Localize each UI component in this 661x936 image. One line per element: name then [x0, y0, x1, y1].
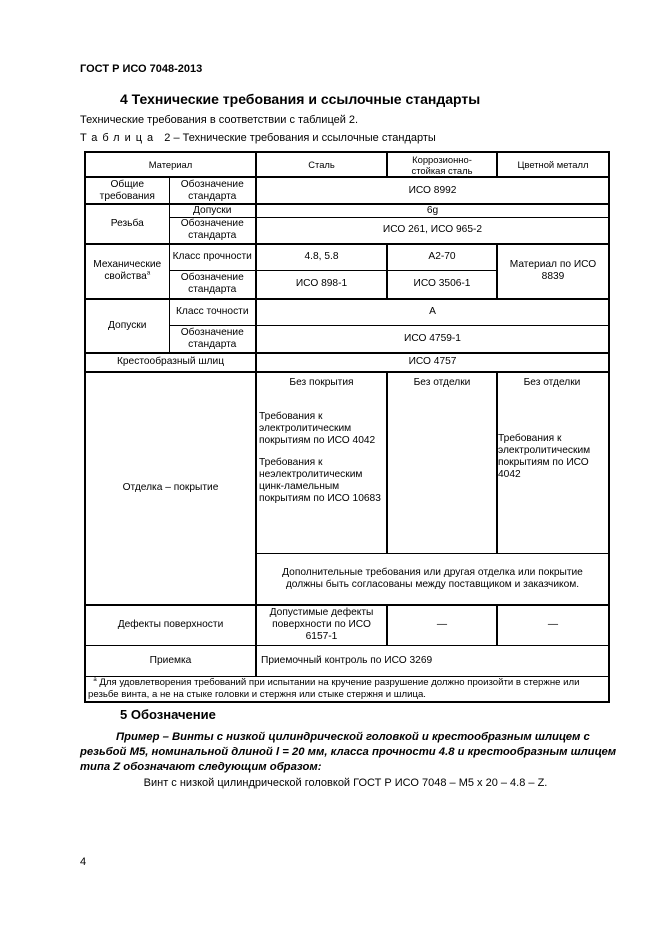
table-row	[85, 646, 609, 677]
finish-nonferrous	[497, 372, 609, 554]
finish-additional: Дополнительные требования или другая отделка или покрытие должны быть согласованы между поставщиком и заказчиком.	[256, 554, 609, 605]
section-4-title: 4 Технические требования и ссылочные стандарты	[120, 91, 481, 107]
tolerances-group: Допуски	[85, 299, 169, 353]
section-4-intro: Технические требования в соответствии с таблицей 2.	[80, 114, 359, 126]
general-value: ИСО 8992	[256, 177, 609, 204]
table-row	[85, 372, 609, 554]
document-code: ГОСТ Р ИСО 7048-2013	[80, 63, 203, 75]
page-number: 4	[80, 856, 87, 868]
finish-stainless-title: Без отделки	[413, 376, 471, 388]
thread-group: Резьба	[85, 204, 169, 244]
defects-steel: Допустимые дефекты поверхности по ИСО 6157-1	[256, 605, 387, 646]
finish-steel	[256, 372, 387, 554]
table-caption-word: Таблица	[80, 132, 159, 144]
table-row	[85, 353, 609, 372]
footnote-text: Для удовлетворения требований при испытании на кручение разрушение должно произойти в стержне или резьбе винта, а не на стыке головки и стержня или стыке стержня и шлица.	[88, 677, 580, 700]
tol-std-param: Обозначение стандарта	[169, 326, 256, 353]
mech-class-steel: 4.8, 5.8	[256, 244, 387, 271]
general-group: Общие требования	[85, 177, 169, 204]
table-footnote-row	[85, 677, 609, 703]
header-steel: Сталь	[256, 152, 387, 177]
designation-example	[80, 730, 620, 775]
header-stainless-line2: стойкая сталь	[411, 164, 473, 176]
finish-steel-title: Без покрытия	[289, 376, 354, 388]
table-footnote	[85, 677, 609, 703]
finish-steel-req1: Требования к электролитическим покрытиям по ИСО 4042	[259, 410, 376, 446]
mech-group-label: Механические свойства	[93, 259, 162, 282]
finish-stainless	[387, 372, 497, 554]
designation-string: Винт с низкой цилиндрической головкой ГОСТ Р ИСО 7048 – M5 x 20 – 4.8 – Z.	[143, 777, 548, 789]
recess-label: Крестообразный шлиц	[85, 353, 256, 372]
thread-std-value: ИСО 261, ИСО 965-2	[256, 218, 609, 244]
mech-class-stainless: A2-70	[387, 244, 497, 271]
finish-nonferrous-req: Требования к электролитическим покрытиям по ИСО 4042	[498, 432, 591, 480]
table-row	[85, 177, 609, 204]
acceptance-label: Приемка	[85, 646, 256, 677]
section-5-title: 5 Обозначение	[120, 707, 216, 722]
table-row	[85, 299, 609, 326]
header-nonferrous: Цветной металл	[497, 152, 609, 177]
recess-value: ИСО 4757	[256, 353, 609, 372]
defects-nonferrous: —	[497, 605, 609, 646]
tol-std-value: ИСО 4759-1	[256, 326, 609, 353]
table-row	[85, 605, 609, 646]
acceptance-value: Приемочный контроль по ИСО 3269	[256, 646, 609, 677]
tol-class-value: A	[256, 299, 609, 326]
mech-nonferrous: Материал по ИСО 8839	[497, 244, 609, 299]
finish-steel-req2: Требования к неэлектролитическим цинк-ламельным покрытиям по ИСО 10683	[259, 456, 381, 504]
general-param: Обозначение стандарта	[169, 177, 256, 204]
header-stainless-line1: Коррозионно-	[412, 153, 472, 165]
mech-std-stainless: ИСО 3506-1	[387, 271, 497, 299]
header-material: Материал	[85, 152, 256, 177]
defects-label: Дефекты поверхности	[85, 605, 256, 646]
mech-std-param: Обозначение стандарта	[169, 271, 256, 299]
finish-label: Отделка – покрытие	[85, 372, 256, 605]
requirements-table	[84, 151, 610, 703]
table-row	[85, 244, 609, 271]
mech-group	[85, 244, 169, 299]
mech-class-param: Класс прочности	[169, 244, 256, 271]
header-stainless	[387, 152, 497, 177]
table-caption	[80, 132, 436, 144]
footnote-ref: a	[146, 270, 151, 277]
finish-nonferrous-title: Без отделки	[523, 376, 581, 388]
table-header-row	[85, 152, 609, 177]
table-caption-text: 2 – Технические требования и ссылочные стандарты	[164, 132, 436, 144]
footnote-mark: a	[93, 676, 97, 683]
table-row	[85, 204, 609, 218]
thread-std-param: Обозначение стандарта	[169, 218, 256, 244]
designation-example-text: Пример – Винты с низкой цилиндрической головкой и крестообразным шлицем с резьбой M5, номинальной длиной l = 20 мм, класса прочности 4.8 и крестообразным шлицем типа Z обозначают следующим образом:	[80, 731, 617, 773]
tol-class-param: Класс точности	[169, 299, 256, 326]
thread-tol-value: 6g	[256, 204, 609, 218]
thread-tol-param: Допуски	[169, 204, 256, 218]
mech-std-steel: ИСО 898-1	[256, 271, 387, 299]
defects-stainless: —	[387, 605, 497, 646]
